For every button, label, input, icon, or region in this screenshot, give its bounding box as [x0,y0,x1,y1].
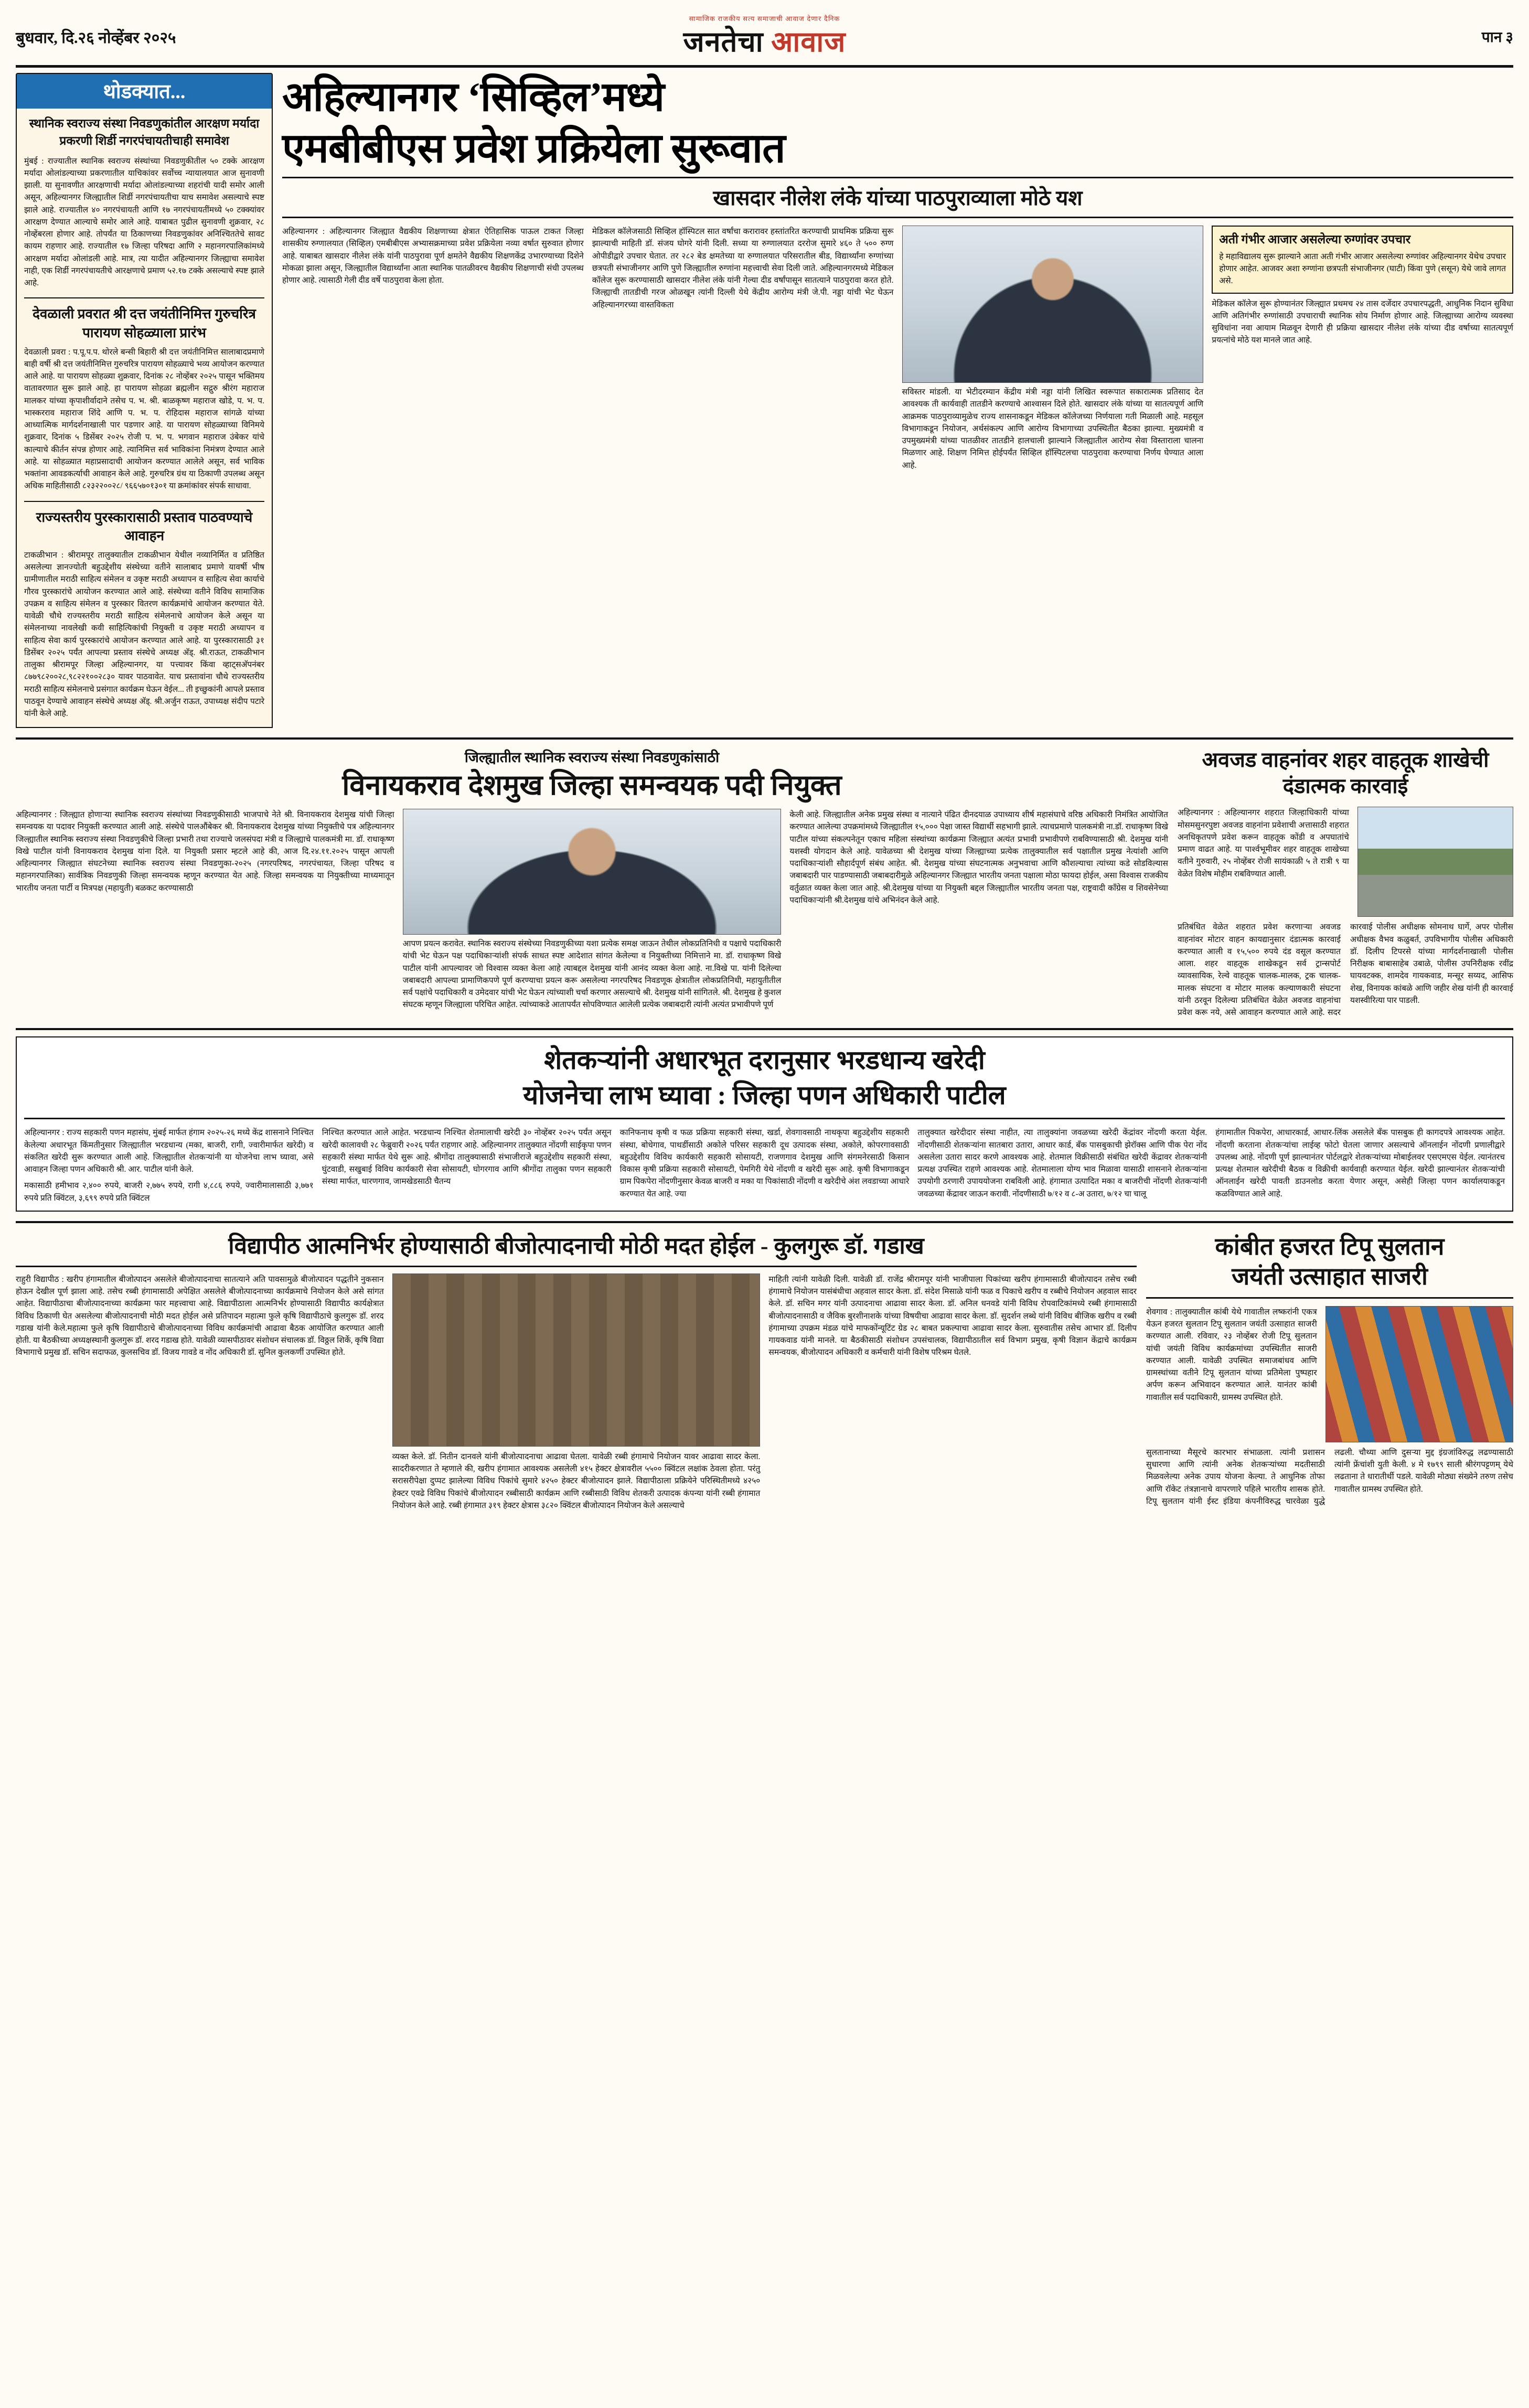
farmers-col-5-text: हंगामातील पिकपेरा, आधारकार्ड, आधार-लिंक असलेले बँक पासबुक ही कागदपत्रे आवश्यक आहेत. नोंदणी करताना शेतकऱ्यांचा लाईव्ह फोटो घेतला जाणार असल्याचे ऑनलाईन नोंदणी प्रणालीद्वारे उपलब्ध आहे. नोंदणी पूर्ण झाल्यानंतर पोर्टलद्वारे शेतकऱ्यांच्या मोबाईलवर एसएमएस येईल. त्यानंतरच प्रत्यक्ष शेतमाल खरेदीची बैठक व विक्रीची कार्यवाही करण्यात येईल. खरेदी झाल्यानंतर शेतकऱ्यांची ऑनलाईन खरेदी पावती डाउनलोड करता येणार असून, असेही जिल्हा पणन कार्यालयाकडून कळविण्यात आले आहे. [1215,1128,1505,1198]
tipu-col-1 [1146,1306,1317,1442]
university-col-1-text: राहुरी विद्यापीठ : खरीप हंगामातील बीजोत्पादन असलेले बीजोत्पादनाचा सातत्याने अति पावसामुळे बीजोत्पादन पद्धतीने नुकसान होऊन देखील पूर्ण झाला आहे. तसेच रब्बी हंगामासाठी अपेक्षित असलेले बीजोत्पादनाच्या कार्यक्रमाचे नियोजन केले असे सांगत आहेत. विद्यापीठाचा बीजोत्पादनाच्या कार्यक्रमा फार महत्त्वाचा आहे. विद्यापीठाला आत्मनिर्भर होण्यासाठी विद्यापीठ कार्यक्षेत्रात विविध ठिकाणी घेत असलेल्या बीजोत्पादनाची मोठी मदत होईल असे प्रतिपादन महात्मा फुले कृषि विद्यापीठाचे कुलगुरू डॉ. शरद गडाख यांनी केले.महात्मा फुले कृषि विद्यापीठाचे बीजोत्पादनाच्या विविध कार्यक्रमांची आढावा बैठक आयोजित करण्यात आली होती. या बैठकीच्या अध्यक्षस्थानी कुलगुरू डॉ. शरद गडाख होते. यावेळी व्यासपीठावर संशोधन संचालक डॉ. विठ्ठल शिर्के, कृषि विद्या विभागाचे प्रमुख डॉ. सचिन सदाफळ, कुलसचिव डॉ. विजय गावडे व नोंद अधिकारी डॉ. सुनिल कुलकर्णी उपस्थित होते. [16,1275,384,1357]
traffic-story [1178,747,1513,1019]
farmers-col-4-text: तालुक्यात खरेदीदार संस्था नाहीत, त्या तालुक्यांना जवळच्या खरेदी केंद्रांवर नोंदणी करता येईल. नोंदणीसाठी शेतकऱ्यांना सातबारा उतारा, आधार कार्ड, बँक पासबुकाची झेरॉक्स आणि पीक पेरा नोंद असलेला उतारा सादर करणे आवश्यक आहे. शेतमाल विक्रीसाठी संबंधित खरेदी केंद्रावर शेतकऱ्यांनी प्रत्यक्ष उपस्थित राहणे आवश्यक आहे. शेतमालाला योग्य भाव मिळावा यासाठी शासनाने शेतकऱ्यांना उपयोगी ठरणारी उपाययोजना राबविली आहे. हंगामात उत्पादित मका व बाजरीची नोंदणी शेतकऱ्यांनी जवळच्या केंद्रावर जाऊन करावी. नोंदणीसाठी ७/१२ व ८-अ उतारा, ७/१२ चा चालू [917,1128,1207,1198]
masthead [16,14,1513,68]
lead-highlight-box [1212,226,1513,294]
highlight-box-title: अती गंभीर आजार असलेल्या रुग्णांवर उपचार [1219,233,1411,247]
lead-col-1 [282,226,584,472]
traffic-col-2-text: प्रतिबंधित वेळेत शहरात प्रवेश करणाऱ्या अवजड वाहनांवर मोटार वाहन कायद्यानुसार दंडात्मक कारवाई करण्यात आली व १५,५०० रुपये दंड वसूल करण्यात आला. शहर वाहतूक शाखेकडून सर्व ट्रान्सपोर्ट व्यावसायिक, रेल्वे वाहतूक चालक-मालक, ट्रक चालक-मालक संघटना व मोटार मालक कल्याणकारी संघटना यांनी ठरवून दिलेल्या प्रतिबंधित वेळेत अवजड वाहनांचा प्रवेश करू नये, असे आवाहन करण्यात आले आहे. सदर कारवाई पोलीस अधीक्षक सोमनाथ घार्गे, अपर पोलीस अधीक्षक वैभव कळुबर्त, उपविभागीय पोलीस अधिकारी डॉ. दिलीप टिपरसे यांच्या मार्गदर्शनाखाली पोलीस निरीक्षक बाबासाहेब उबाळे, पोलीस उपनिरीक्षक रवींद्र घायवटक्क, शामदेव गायकवाड, मन्सूर सय्यद, आसिफ शेख, विनायक कांबळे आणि जहीर शेख यांनी ही कारवाई यशस्वीरित्या पार पाडली. [1178,923,1513,1018]
vinayak-col-2 [403,809,782,1011]
farmers-col-5 [1215,1127,1505,1204]
farmers-col-3-text: कानिफनाथ कृषी व फळ प्रक्रिया सहकारी संस्था, खर्डा, शेवगावसाठी नाथकृपा बहुउद्देशीय सहकारी संस्था, बोधेगाव, पाथर्डीसाठी अकोले परिसर सहकारी दूध उत्पादक संस्था, अकोले, कोपरगावसाठी बहुउद्देशीय विविध कार्यकारी सहकारी सोसायटी, राजणगाव देशमुख आणि संगमनेरसाठी किसान विकास कृषी प्रक्रिया सहकारी सोसायटी, पेमगिरी येथे नोंदणी व खरेदी सुरू आहे. कृषी विभागाकडून ग्राम पिकपेरा नोंदणीनुसार केवळ बाजरी व मका या पिकांसाठी नोंदणी व खरेदीचे अंश लवडाच्या आधारे करण्यात येत आहे. ज्या [619,1128,910,1198]
tipu-photo-wrap [1325,1306,1513,1442]
lead-col-2 [592,226,894,472]
tipu-col-2-text: सुलतानाच्या मैसूरचे कारभार संभाळला. त्यांनी प्रशासन सुधारणा आणि त्यांनी अनेक शेतकऱ्यांच्या मदतीसाठी मिळवलेल्या अनेक उपाय योजना केल्या. ते आधुनिक तोफा आणि रॉकेट तंत्रज्ञानाचे वापरणारे पहिले भारतीय शासक होते. टिपू सुलतान यांनी ईस्ट इंडिया कंपनीविरुद्ध चारवेळा युद्धे लढली. चौथ्या आणि दुसऱ्या मुद्द इंग्रजांविरुद्ध लढण्यासाठी त्यांनी फ्रेंचांशी युती केली. ४ मे १७९९ साली श्रीरंगपट्टणम् येथे लढताना ते धारातीर्थी पडले. यावेळी मोठ्या संख्येने तरुण तसेच गावातील ग्रामस्थ उपस्थित होते. [1146,1448,1513,1506]
bottom-section [16,1232,1513,1512]
vinayak-kicker: जिल्ह्यातील स्थानिक स्वराज्य संस्था निवडणुकांसाठी [464,750,720,766]
tipu-top [1146,1306,1513,1442]
university-col-3 [768,1273,1137,1512]
farmers-col-3 [620,1127,910,1204]
university-photo-meeting [392,1273,761,1447]
vinayak-photo [403,809,782,935]
divider-3 [16,1221,1513,1223]
farmers-headline-2: योजनेचा लाभ घ्यावा : जिल्हा पणन अधिकारी पाटील [24,1079,1505,1120]
vinayak-columns [16,809,1168,1011]
lead-col-3 [902,226,1204,472]
brief-2-body: देवळाली प्रवरा : प.पू.प.प. थोरले बन्सी बिहारी श्री दत्त जयंतीनिमित्त सालाबादप्रमाणे बाही वर्षी श्री दत्त जयंतीनिमित्त गुरुचरित्र पारायण सोहळ्याचे भव्य आयोजन करण्यात आले आहे. या पारायण सोहळ्या शुक्रवार, दिनांक २८ नोव्हेंबर २०२५ पासून भक्तिमय वातावरणात सुरू झाले आहे. हा पारायण सोहळा ब्रह्मलीन सद्गुरु श्रीरंग महाराज मालकर यांच्या कृपाशीर्वादाने तसेच प. भ. श्री. बाळकृष्ण महाराज खोडे, प. भ. प. भास्करराव महाराज शिंदे आणि प. भ. प. रोहिदास महाराज सांगळे यांच्या आध्यात्मिक मार्गदर्शनाखाली पार पडणार आहे. या पारायण सोहळ्याच्या विनिमये शुक्रवार, दिनांक ५ डिसेंबर २०२५ रोजी प. भ. प. भगवान महाराज उंबेकर यांचे काल्याचे कीर्तन संपन्न होणार आहे. त्यानिमित्त सर्व भाविकांना निमंत्रण देण्यात आले आहे. या सोहळ्यात महाप्रसादाची आयोजन करण्यात आलेले असून, सर्व भाविक भक्तांना आवडकर्त्याची आवाहन केले आहे. गुरुचरित्र ग्रंथ या ठिकाणी उपलब्ध असून अधिक माहितीसाठी ८२३२२००२८/ ९६६५७०१३०१ या क्रमांकांवर संपर्क साधावा. [24,347,264,491]
lead-col-3-text: सविस्तर मांडली. या भेटीदरम्यान केंद्रीय मंत्री नड्डा यांनी लिखित स्वरूपात सकारात्मक प्रतिसाद देत आवश्यक ती कार्यवाही तातडीने करण्याचे आश्वासन दिले होते. खासदार लंके यांच्या या सातत्यपूर्ण आणि आक्रमक पाठपुराव्यामुळेच राज्य शासनाकडून मेडिकल कॉलेजच्या निर्णयाला गती मिळाली आहे. महसूल विभागाकडून नियोजन, अर्थसंकल्प आणि आरोग्य विभागाच्या उपस्थितीत बैठका झाल्या. मुख्यमंत्री व उपमुख्यमंत्री यांच्या पातळीवर तातडीने हालचाली झाल्याने जिल्ह्यातील आरोग्य सेवा विस्ताराला चालना मिळणार आहे. शिक्षण निमित्त होईपर्यंत सिव्हिल हॉस्पिटलचा पाठपुरावा करण्याचा निर्णय घेण्यात आला आहे. [902,388,1204,470]
vinayak-col-1-text: अहिल्यानगर : जिल्ह्यात होणाऱ्या स्थानिक स्वराज्य संस्थांच्या निवडणुकीसाठी भाजपाचे नेते श्री. विनायकराव देशमुख यांची जिल्हा समन्वयक या पदावर नियुक्ती करण्यात आली आहे. संस्थेचे पालऔंबेकर श्री. विनायकराव देशमुख यांच्या नियुक्तीचे पत्र अहिल्यानगर जिल्ह्यातील स्थानिक स्वराज्य संस्था निवडणुकीचे जिल्हा प्रभारी तथा राज्याचे जलसंपदा मंत्री व जिल्ह्याचे पालकमंत्री मा. डॉ. राधाकृष्ण विखे पाटील यांनी विनायकराव देशमुख यांना दिले. या नियुक्ती प्रसार म्हटले आहे की, आज दि.२४.११.२०२५ पासून आपली अहिल्यानगर जिल्ह्यात संघटनेच्या स्थानिक स्वराज्य संस्था निवडणुका-२०२५ (नगरपरिषद, नगरपंचायत, जिल्हा परिषद व महानगरपालिका) सार्वत्रिक निवडणुकी जिल्हा समन्वयक म्हणून करण्यात येत आहे. जिल्हा समन्वयक या नियुक्तीच्या माध्यमातून भारतीय जनता पार्टी व मित्रपक्ष (महायुती) बळकट करण्यासाठी [16,810,394,893]
university-col-2-text: व्यक्त केले. डॉ. नितीन दानवले यांनी बीजोत्पादनाचा आढावा घेतला. यावेळी रब्बी हंगामाचे नियोजन यावर आढावा सादर केला. सादरीकरणात ते म्हणाले की, खरीप हंगामात आवश्यक असलेली ४१५ हेक्टर क्षेत्रावरील ५५०० क्विंटल लक्षांक ठेवला होता. परंतु सरासरीपेक्षा दुप्पट झालेल्या विविध पिकांचे सुमारे ४२५० हेक्टर बीजोत्पादन झाले. विद्यापीठाला प्रक्रियेने परिस्थितीमध्ये ४२५० हेक्टर एवढे विविध पिकांचे बीजोत्पादन रब्बीसाठी कार्यक्रम आणि रब्बीसाठी विविध शेतकरी उत्पादक कंपन्या यांनी रब्बी हंगामात नियोजन केले आहे. रब्बी हंगामात ३१९ हेक्टर क्षेत्रास ३८२० क्विंटल बीजोत्पादन नियोजन केले असल्याचे [392,1452,761,1510]
logo-word-2: आवाज [771,26,846,58]
vinayak-col-3-text: केली आहे. जिल्ह्यातील अनेक प्रमुख संस्था व नात्याने पंढित दीनदयाळ उपाध्याय शीर्ष महासंघाचे वरिष्ठ अधिकारी निमंत्रित आयोजित करण्यात आलेल्या उपक्रमांमध्ये जिल्ह्यातील १५,००० पेक्षा जास्त विद्यार्थी सहभागी झाले. त्याचप्रमाणे पालकमंत्री ना.डॉ. राधाकृष्ण विखे पाटील यांच्या संकल्पनेतून एकाच महिला संस्थांच्या कार्यक्रमा जिल्ह्यात अत्यंत प्रभावी प्रभावीपणे राबविण्यासाठी श्री. देशमुख यांनी यशस्वी योगदान केले आहे. यावेळच्या श्री देशमुख यांच्या जिल्ह्याच्या प्रत्येक तालुक्यातील सर्व पक्षातील प्रमुख नेत्यांशी आणि पदाधिकाऱ्यांशी सौहार्दपूर्ण संबंध आहेत. श्री. देशमुख यांच्या संघटनात्मक अनुभवाचा आणि कौशल्याचा त्यांच्या कडे सोडविल्यास जबाबदारी पार पाडण्यासाठी जबाबदारीमुळे अहिल्यानगर जिल्ह्यात भारतीय जनता पक्षाला मोठा फायदा होईल, असा विश्वास राजकीय वर्तुळात व्यक्त केला जात आहे. श्री.देशमुख यांच्या या नियुक्ती बद्दल जिल्ह्यातील भारतीय जनता पक्ष, राष्ट्रवादी काँग्रेस व शिवसेनेच्या पदाधिकाऱ्यांनी श्री.देशमुख यांचे अभिनंदन केले आहे. [789,810,1169,905]
divider-1 [16,737,1513,740]
traffic-col-1 [1178,807,1349,917]
masthead-logo [268,14,1261,60]
vinayak-col-2-text: आपण प्रयत्न करावेत. स्थानिक स्वराज्य संस्थेच्या निवडणुकीच्या यशा प्रत्येक समक्ष जाऊन तेथील लोकप्रतिनिधी व पक्षाचे पदाधिकारी यांची भेट घेऊन पक्ष पदाधिकाऱ्यांशी संपर्क साधत स्पष्ट आदेशात सांगत केलेल्या व नियुक्तीच्या निमित्ताने मा. डॉ. राधाकृष्ण विखे पाटील यांनी आपल्यावर जो विश्वास व्यक्त केला आहे त्याबद्दल देशमुख यांनी आनंद व्यक्त केला आहे. ना.विखे पा. यांनी दिलेल्या जबाबदारी आपल्या प्रामाणिकपणे पूर्ण करण्याचा प्रयत्न करू असलेल्या नगरपरिषद निवडणूक क्षेत्रातील लोकप्रतिनिधी, महायुतीतील सर्व पक्षांचे पदाधिकारी व उमेदवार यांची भेट घेऊन त्यांच्याशी चर्चा करणार असल्याचे श्री. देशमुख यांनी सांगितले. श्री. देशमुख हे कुशल संघटक म्हणून जिल्ह्याला परिचित आहेत. त्यांच्याकडे आतापर्यंत सोपविण्यात आलेली प्रत्येक जबाबदारी त्यांनी अत्यंत प्रभावीपणे पूर्ण [402,939,782,1010]
briefs-body [16,109,273,728]
tipu-story [1146,1232,1513,1512]
university-col-2 [392,1273,761,1512]
top-section [16,73,1513,728]
farmers-story [16,1036,1513,1212]
masthead-date: बुधवार, दि.२६ नोव्हेंबर २०२५ [16,29,176,47]
lead-headline-line-2: एमबीबीएस प्रवेश प्रक्रियेला सुरूवात [282,125,785,172]
vinayak-story [16,747,1168,1019]
highlight-box-body: हे महाविद्यालय सुरू झाल्याने आता अती गंभीर आजार असलेल्या रुग्णांवर अहिल्यानगर येथेच उपचार होणार आहेत. आजवर अशा रुग्णांना छत्रपती संभाजीनगर (घाटी) किंवा पुणे (ससून) येथे जावे लागत असे. [1219,252,1506,286]
page-number: पान ३ [1481,29,1513,46]
traffic-col-1-text: अहिल्यानगर : अहिल्यानगर शहरात जिल्हाधिकारी यांच्या मोसमसुनरपुष्टा अवजड वाहनांना प्रवेशाची अत्तासाठी शहरात अनधिकृतपणे प्रवेश करून वाहतूक कोंडी व अपघातांचे प्रमाण वाढत आहे. या पार्श्वभूमीवर शहर वाहतूक शाखेच्या वतीने गुरुवारी, २५ नोव्हेंबर रोजी सायंकाळी ५ ते रात्री ९ या वेळेत विशेष मोहीम राबविण्यात आली. [1178,808,1349,879]
masthead-logo-subtitle: सामाजिक राजकीय सत्य समाजाची आवाज देणार दैनिक [689,15,840,23]
farmers-headline-1: शेतकऱ्यांनी अधारभूत दरानुसार भरडधान्य खरेदी [544,1045,985,1075]
divider-2 [16,1028,1513,1030]
traffic-photo-wrap [1357,807,1513,917]
lead-body-columns [282,226,1513,472]
vinayak-col-3 [789,809,1168,1011]
lead-col-1-text: अहिल्यानगर : अहिल्यानगर जिल्ह्यात वैद्यकीय शिक्षणाच्या क्षेत्रात ऐतिहासिक पाऊल टाकत जिल्हा शासकीय रुग्णालयात (सिव्हिल) एमबीबीएस अभ्यासक्रमाच्या प्रवेश प्रक्रियेला नव्या वर्षात सुरुवात होणार आहे. याबाबत खासदार नीलेश लंके यांनी पाठपुरावा पूर्ण क्षमतेने वैद्यकीय शिक्षणकेंद्र उभारण्याच्या दिशेने मोकळा झाला असून, जिल्ह्यातील विद्यार्थ्यांना आता स्थानिक पातळीवरच वैद्यकीय शिक्षणाची संधी उपलब्ध होणार आहे. त्यासाठी गेली दीड वर्षे पाठपुरावा केला होता. [282,227,584,285]
farmers-columns [24,1127,1505,1204]
university-col-1 [16,1273,384,1512]
tipu-col-1-text: शेवगाव : तालुक्यातील कांबी येथे गावातील लष्करांनी एकत्र येऊन हजरत सुलतान टिपू सुलतान जयंती उत्साहात साजरी करण्यात आली. रविवार, २३ नोव्हेंबर रोजी टिपू सुलतान यांची जयंती विविध कार्यक्रमांच्या उपस्थितीत साजरी करण्यात आली. यावेळी उपस्थित समाजबांधव आणि ग्रामस्थांच्या वतीने टिपू सुलतान यांच्या प्रतिमेला पुष्पहार अर्पण करून अभिवादन करण्यात आले. यानंतर कांबी गावातील सर्व पदाधिकारी, ग्रामस्थ उपस्थित होते. [1146,1307,1317,1402]
university-headline: विद्यापीठ आत्मनिर्भर होण्यासाठी बीजोत्पादनाची मोठी मदत होईल - कुलगुरू डॉ. गडाख [16,1232,1137,1267]
farmers-col-1b-text: मकासाठी हमीभाव २,४०० रुपये, बाजरी २,७७५ रुपये, रागी ४,८८६ रुपये, ज्वारीमालासाठी ३,७७१ रुपये प्रति क्विंटल, ३,६९९ रुपये प्रति क्विंटल [24,1181,314,1203]
masthead-logo-title [683,21,846,60]
briefs-column [16,73,273,728]
farmers-col-2-text: निश्चित करण्यात आले आहेत. भरडधान्य निश्चित शेतमालाची खरेदी ३० नोव्हेंबर २०२५ पर्यंत असून खरेदी कालावधी २८ फेब्रुवारी २०२६ पर्यंत राहणार आहे. अहिल्यानगर तालुक्यात नोंदणी साईकृपा पणन सहकारी संस्था मार्फत येथे सुरू आहे. श्रीगोंदा तालुक्यासाठी संभाजीराजे बहुउद्देशीय सहकारी संस्था, घुंटवाडी, सखुबाई विविध कार्यकारी सेवा सोसायटी, घोगरगाव आणि श्रीगोंदा तालुका पणन सहकारी संस्था मार्फत, धारणगाव, जामखेडसाठी चैतन्य [322,1128,612,1186]
farmers-col-1 [24,1127,314,1204]
lead-col-4 [1212,226,1513,472]
middle-section [16,747,1513,1019]
logo-word-1: जनतेचा [683,26,764,58]
lead-photo-nilesh-lanke [902,226,1204,383]
lead-col-2-text: मेडिकल कॉलेजसाठी सिव्हिल हॉस्पिटल सात वर्षांचा करारावर हस्तांतरित करण्याची प्राथमिक प्रक्रिया सुरू झाल्याची माहिती डॉ. संजय घोगरे यांनी दिली. सध्या या रुग्णालयात दररोज सुमारे ४६० ते ५०० रुग्ण ओपीडीद्वारे उपचार घेतात. तर २८२ बेड क्षमतेच्या या रुग्णालयात परिसरातील बीड, विद्यार्थ्यांना रुग्णांच्या छत्रपती संभाजीनगर आणि पुणे जिल्ह्यातील रुग्णांना महत्त्वाची सेवा दिली जाते. अहिल्यानगरमध्ये मेडिकल कॉलेज सुरू करण्यासाठी खासदार नीलेश लंके यांनी गेल्या दीड वर्षांपासून सातत्याने पाठपुरावा करत होते. जिल्ह्याची तातडीची गरज ओळखून त्यांनी दिल्ली येथे केंद्रीय आरोग्य मंत्री जे.पी. नड्डा यांची भेट घेऊन अहिल्यानगरच्या वास्तविकता [592,227,894,309]
vinayak-headline: विनायकराव देशमुख जिल्हा समन्वयक पदी नियुक्त [342,769,842,801]
brief-3-body: टाकळीभान : श्रीरामपूर तालुक्यातील टाकळीभान येथील नव्यानिर्मित व प्रतिष्ठित असलेल्या ज्ञानज्योती बहुउद्देशीय संस्थेच्या वतीने सालाबाद प्रमाणे यावर्षी भीष ग्रामीणातील मराठी साहित्य संमेलन व उकृष्ट मराठी अध्यापन व साहित्य सेवा कार्याचे गौरव पुरस्कारांचे आयोजन करण्यात आले आहे. संस्थेच्या वतीने विविध सामाजिक उपक्रम व साहित्य संमेलन व पुरस्कार वितरण कार्यक्रमांचे आयोजन करण्यात येते. यावेळी चौथे राज्यस्तरीय मराठी साहित्य संमेलनाचे आयोजन केले असून या संमेलनाच्या नावलेखी कवी साहित्यिकांची नियुक्ती व उकृष्ट मराठी अध्यापन व साहित्य सेवा कार्य पुरस्कारांचे आयोजन करण्यात आले आहे. या पुरस्कारासाठी ३१ डिसेंबर २०२५ पर्यंत आपल्या प्रस्ताव संस्थेचे अध्यक्ष अ‍ॅड्. श्री.राऊत, टाकळीभान तालुका श्रीरामपूर जिल्हा अहिल्यानगर, या पत्त्यावर किंवा व्हाट्सअ‍ॅपनंबर ८७७९८२००२८,९८२२१००२८३० यावर पाठवावेत. याच प्रस्तावांना चौथे राज्यस्तरीय मराठी साहित्य संमेलनाचे प्रसंगात कार्यक्रम घेऊन वेईल... ती इच्छुकांनी आपले प्रस्ताव पाठवून देण्याचे आवाहन संस्थेचे अध्यक्ष अ‍ॅड्. श्री.अर्जुन राऊत, उपाध्यक्ष संदीप पटारे यांनी केले आहे. [24,550,264,719]
lead-headline-line-1: अहिल्यानगर ‘सिव्हिल’मध्ये [282,74,665,120]
tipu-photo-celebration [1325,1306,1513,1442]
brief-2-headline: देवळाली प्रवरात श्री दत्त जयंतीनिमित्त गुरुचरित्र पारायण सोहळ्याला प्रारंभ [24,297,264,341]
brief-lead-body: मुंबई : राज्यातील स्थानिक स्वराज्य संस्थांच्या निवडणुकीतील ५० टक्के आरक्षण मर्यादा ओलांडल्याच्या प्रकरणातील याचिकांवर सर्वोच्च न्यायालयात आज सुनावणी झाली. या सुनावणीत आरक्षणाची मर्यादा ओलांडल्याच्या शहरांची यादी समोर आली असून, अहिल्यानगर जिल्ह्यातील शिर्डी नगरपंचायतीचा याच समावेश असल्याचे स्पष्ट झाले आहे. राज्यातील ४० नगरपंचायती आणि १७ नगरपंचायतींमध्ये ५० टक्क्यांवर आरक्षण देण्यात आल्याचे समोर आले आहे. याबाबत पुढील सुनावणी शुक्रवार, २८ नोव्हेंबरला होणार आहे. तोपर्यंत या ठिकाणच्या निवडणुकांवर अनिश्चिततेचे सावट कायम राहणार आहे. राज्यातील १७ जिल्हा परिषदा आणि २ महानगरपालिकांमध्ये आरक्षण मर्यादा ओलांडली आहे. मात्र, त्या यादीत अहिल्यानगर जिल्ह्याचा समावेश नाही, एक शिर्डी नगरपंचायतीचे आरक्षणाचे प्रमाण ५२.१७ टक्के असल्याचे स्पष्ट झाले आहे. [24,156,264,288]
university-col-3-text: माहिती त्यांनी यावेळी दिली. यावेळी डॉ. राजेंद्र श्रीरामपूर यांनी भाजीपाला पिकांच्या खरीप हंगामासाठी बीजोत्पादन तसेच रब्बी हंगामाचे नियोजन यासंबंधीचा अहवाल सादर केला. डॉ. संदेश मिसाळे यांनी फळ व पिकाचे खरीप व रब्बीचे नियोजन अहवाल सादर केले. डॉ. सचिन मगर यांनी उत्पादनाचा आढावा सादर केला. डॉ. अनिल धनवडे यांनी विविध रोपवाटिकांमध्ये रब्बी हंगामासाठी बीजोत्पादनासाठी व जैविक बुरशीनाशके यांच्या विषयीचा आढावा सादर केला. डॉ. सुदर्शन लब्धे यांनी विविध बीजिक खरीप व रब्बी हंगामाच्या उपक्रम मंडळ यांचे माफकोंन्यूटिंट ग्रेड २८ बाबत प्रकल्पाचा आढावा सादर केला. सुरुवातीस तसेच आभार डॉ. दिलीप गायकवाड यांनी मानले. या बैठकीसाठी संशोधन उपसंचालक, विद्यापीठातील सर्व विभाग प्रमुख, कृषी विज्ञान केंद्राचे कार्यक्रम समन्वयक, बीजोत्पादन अधिकारी व कर्मचारी यांनी विशेष परिश्रम घेतले. [768,1275,1137,1357]
traffic-photo-truck [1357,807,1513,917]
briefs-header: थोडक्यात... [16,73,273,109]
lead-col-4-text: मेडिकल कॉलेज सुरू होण्यानंतर जिल्ह्यात प्रथमच २४ तास दर्जेदार उपचारपद्धती, आधुनिक निदान सुविधा आणि अतिगंभीर रुग्णांसाठी उपचाराची स्थानिक सोय निर्माण होणार आहे. जिल्ह्याच्या आरोग्य व्यवस्था सुविधांना नवा आयाम मिळवून देणारी ही प्रक्रिया खासदार नीलेश लंके यांच्या दीड वर्षाच्या सातत्यपूर्ण प्रयत्नांचे मोठे यश मानले जात आहे. [1212,299,1513,345]
brief-lead-headline: स्थानिक स्वराज्य संस्था निवडणुकांतील आरक्षण मर्यादा प्रकरणी शिर्डी नगरपंचायतीचाही समावेश [29,117,260,148]
university-columns [16,1273,1137,1512]
vinayak-col-1 [16,809,394,1011]
tipu-headline-2: जयंती उत्साहात साजरी [1146,1261,1513,1299]
traffic-top [1178,807,1513,917]
traffic-headline: अवजड वाहनांवर शहर वाहतूक शाखेची दंडात्मक कारवाई [1202,748,1489,798]
farmers-col-2 [322,1127,612,1204]
lead-story [282,73,1513,728]
farmers-col-1-text: अहिल्यानगर : राज्य सहकारी पणन महासंघ, मुंबई मार्फत हंगाम २०२५-२६ मध्ये केंद्र शासनाने निश्चित केलेल्या अधारभूत किंमतीनुसार जिल्ह्यातील भरडधान्य (मका, बाजरी, रागी, ज्वारीमार्फत खरेदी) व संकलित खरेदी सुरू करण्यात आली आहे. जिल्ह्यातील शेतकऱ्यांनी या योजनेचा लाभ घ्यावा, असे आवाहन जिल्हा पणन अधिकारी श्री. आर. पाटील यांनी केले. [24,1128,314,1174]
tipu-headline-1: कांबीत हजरत टिपू सुलतान [1215,1233,1445,1260]
brief-3-headline: राज्यस्तरीय पुरस्कारासाठी प्रस्ताव पाठवण्याचे आवाहन [24,501,264,545]
university-story [16,1232,1137,1512]
farmers-col-4 [917,1127,1207,1204]
lead-subheadline: खासदार नीलेश लंके यांच्या पाठपुराव्याला मोठे यश [282,177,1513,218]
